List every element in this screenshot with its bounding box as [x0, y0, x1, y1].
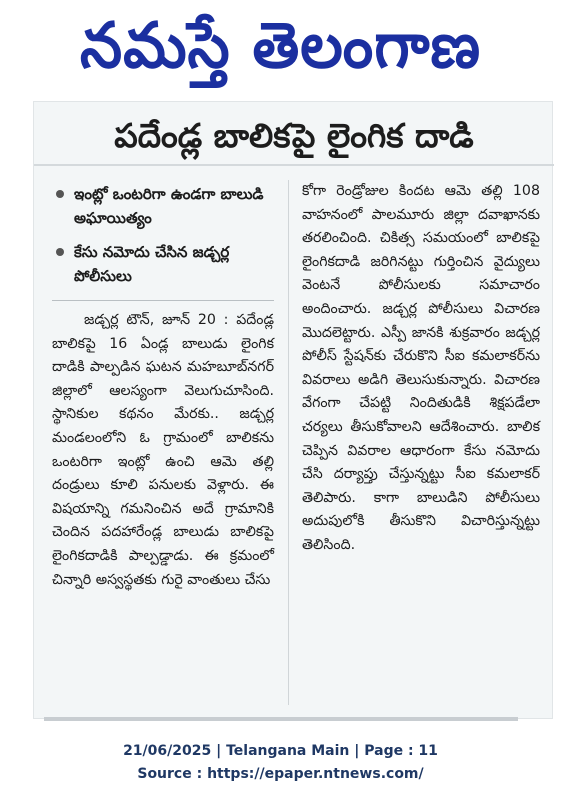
footer-rule: [44, 717, 518, 721]
masthead: [0, 0, 561, 95]
news-clipping: [33, 101, 553, 719]
left-column: [52, 182, 274, 592]
right-column: [302, 180, 540, 558]
article-body-right: కోగా రెండ్రోజుల కిందట ఆమె తల్లి 108 వాహనంలో పాలమూరు జిల్లా దవాఖానకు తరలించింది. చికిత్స సమయంలో బాలికపై లైంగికదాడి జరిగినట్టు గుర్తించిన వైద్యులు వెంటనే పోలీసులకు సమాచారం అందించారు. జడ్చర్ల పోలీసులు విచారణ మొదలెట్టారు. ఎస్పీ జానకి శుక్రవారం జడ్చర్ల పోలీస్ స్టేషన్‌కు చేరుకొని సీఐ కమలాకర్‌ను వివరాలు అడిగి తెలుసుకున్నారు. విచారణ వేగంగా చేపట్టి నిందితుడికి శిక్షపడేలా చర్యలు తీసుకోవాలని ఆదేశించారు. బాలిక చెప్పిన వివరాల ఆధారంగా కేసు నమోదు చేసి దర్యాప్తు చేస్తున్నట్టు సీఐ కమలాకర్ తెలిపారు. కాగా బాలుడిని పోలీసులు అదుపులోకి తీసుకొని విచారిస్తున్నట్టు తెలిసింది.: [302, 183, 540, 553]
highlights-list: [52, 182, 274, 288]
column-divider: [288, 180, 289, 705]
footer-date-edition: 21/06/2025 | Telangana Main | Page : 11: [123, 743, 438, 759]
bullet-icon: [56, 248, 64, 256]
highlight-item: [52, 182, 274, 230]
headline-rule: [34, 164, 554, 166]
highlight-text: ఇంట్లో ఒంటరిగా ఉండగా బాలుడి అఘాయిత్యం: [74, 185, 264, 227]
article-headline: పదేండ్ల బాలికపై లైంగిక దాడి: [114, 116, 474, 155]
masthead-logo: నమస్తే తెలంగాణ: [79, 9, 482, 83]
column-rule: [52, 300, 274, 301]
footer-source: Source : https://epaper.ntnews.com/: [137, 766, 424, 782]
bullet-icon: [56, 190, 64, 198]
article-body-left: జడ్చర్ల టౌన్, జూన్ 20 : పదేండ్ల బాలికపై 16 ఏండ్ల బాలుడు లైంగిక దాడికి పాల్పడిన ఘటన మహబూబ్‌నగర్ జిల్లాలో ఆలస్యంగా వెలుగుచూసింది. స్థానికుల కథనం మేరకు.. జడ్చర్ల మండలంలోని ఓ గ్రామంలో బాలికను ఒంటరిగా ఇంట్లో ఉంచి ఆమె తల్లి దండ్రులు కూలి పనులకు వెళ్లారు. ఈ విషయాన్ని గమనించిన అదే గ్రామానికి చెందిన పదహారేండ్ల బాలుడు బాలికపై లైంగికదాడికి పాల్పడ్డాడు. ఈ క్రమంలో చిన్నారి అస్వస్థతకు గురై వాంతులు చేసు: [52, 312, 274, 588]
highlight-text: కేసు నమోదు చేసిన జడ్చర్ల పోలీసులు: [74, 243, 230, 285]
highlight-item: [52, 240, 274, 288]
